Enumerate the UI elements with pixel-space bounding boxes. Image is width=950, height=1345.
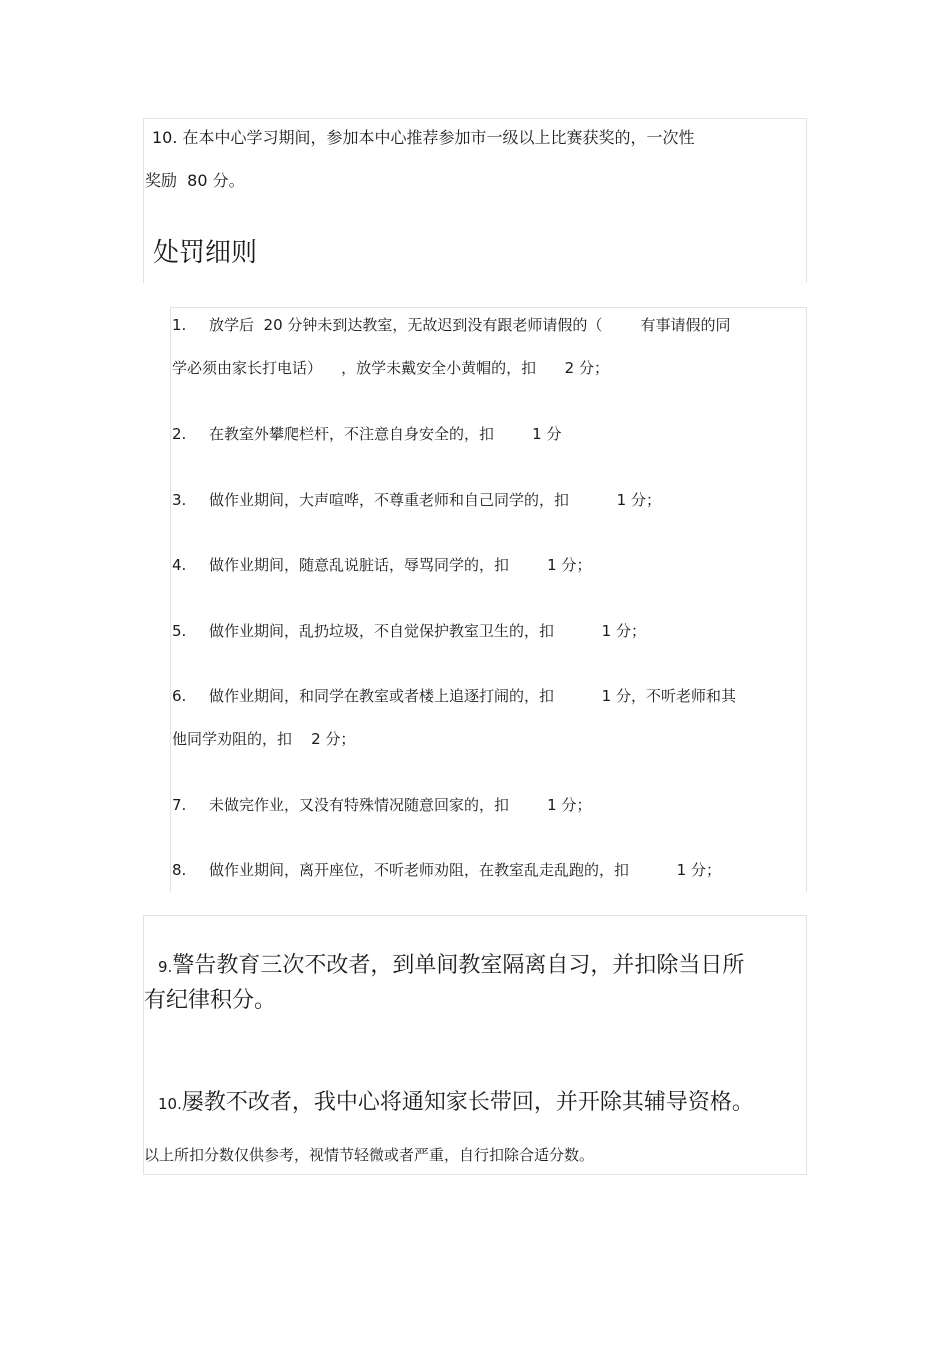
penalty-item-1-line1: 放学后 20 分钟未到达教室，无故迟到没有跟老师请假的（ 有事请假的同 bbox=[209, 316, 731, 334]
penalty-item-3-line1: 做作业期间，大声喧哗，不尊重老师和自己同学的，扣 1 分； bbox=[209, 491, 661, 509]
penalty-item-1-line2: 学必须由家长打电话） ，放学未戴安全小黄帽的，扣 2 分； bbox=[172, 359, 609, 377]
penalty-item-6-line2: 他同学劝阻的，扣 2 分； bbox=[172, 730, 356, 748]
penalty-item-9-text: 警告教育三次不改者，到单间教室隔离自习，并扣除当日所 bbox=[172, 953, 745, 978]
penalty-item-7-line1: 未做完作业，又没有特殊情况随意回家的，扣 1 分； bbox=[209, 796, 592, 814]
penalty-item-10-text: 屡教不改者，我中心将通知家长带回，并开除其辅导资格。 bbox=[181, 1090, 754, 1115]
penalty-item-10-num: 10. bbox=[158, 1095, 182, 1113]
penalty-item-9-line2: 有纪律积分。 bbox=[144, 988, 277, 1013]
penalty-item-7-num: 7. bbox=[172, 796, 187, 814]
penalty-item-9-num: 9. bbox=[158, 958, 173, 976]
penalty-item-8-line1: 做作业期间，离开座位，不听老师劝阻，在教室乱走乱跑的，扣 1 分； bbox=[209, 861, 721, 879]
penalty-item-4-line1: 做作业期间，随意乱说脏话，辱骂同学的，扣 1 分； bbox=[209, 556, 592, 574]
penalty-item-6-line1: 做作业期间，和同学在教室或者楼上追逐打闹的，扣 1 分，不听老师和其 bbox=[209, 687, 736, 705]
penalty-item-5-line1: 做作业期间，乱扔垃圾，不自觉保护教室卫生的，扣 1 分； bbox=[209, 622, 646, 640]
penalty-heading: 处罚细则 bbox=[153, 238, 258, 268]
penalty-item-4-num: 4. bbox=[172, 556, 187, 574]
penalty-item-5-num: 5. bbox=[172, 622, 187, 640]
penalty-item-1-num: 1. bbox=[172, 316, 187, 334]
penalty-item-2-num: 2. bbox=[172, 425, 187, 443]
penalty-item-3-num: 3. bbox=[172, 491, 187, 509]
penalty-item-6-num: 6. bbox=[172, 687, 187, 705]
penalty-item-2-line1: 在教室外攀爬栏杆，不注意自身安全的，扣 1 分 bbox=[209, 425, 562, 443]
reward-item-10-line1: 10. 在本中心学习期间，参加本中心推荐参加市一级以上比赛获奖的，一次性 bbox=[152, 128, 695, 147]
penalty-note: 以上所扣分数仅供参考，视情节轻微或者严重，自行扣除合适分数。 bbox=[144, 1146, 595, 1164]
penalty-item-10-line1 bbox=[144, 1070, 754, 1114]
penalty-item-9-line1 bbox=[144, 933, 744, 977]
penalty-item-8-num: 8. bbox=[172, 861, 187, 879]
reward-item-10-line2: 奖励 80 分。 bbox=[145, 171, 245, 190]
